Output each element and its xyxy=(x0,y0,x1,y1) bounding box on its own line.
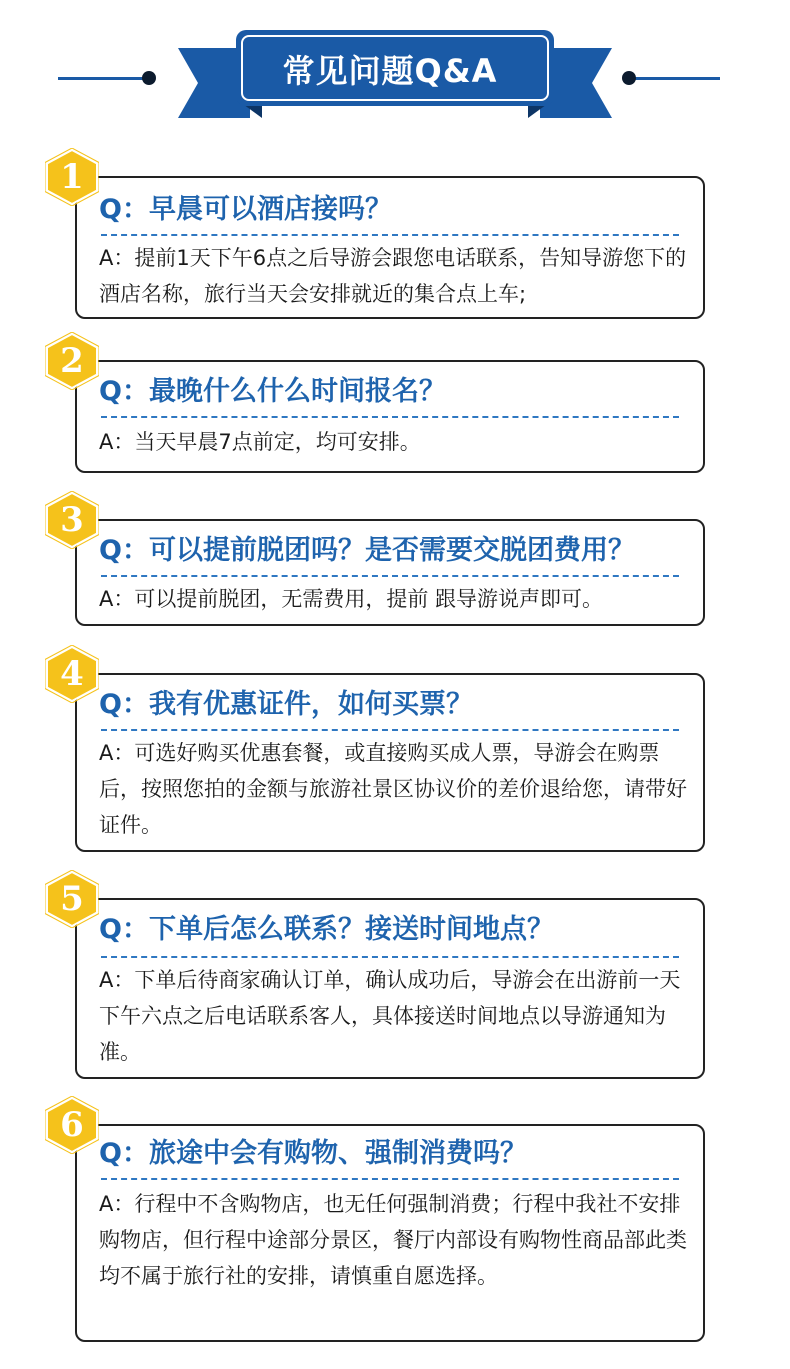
question-text: Q：下单后怎么联系？接送时间地点？ xyxy=(99,914,554,945)
badge-number: 2 xyxy=(60,341,84,381)
question-text: Q：早晨可以酒店接吗？ xyxy=(99,194,392,225)
dashed-divider xyxy=(101,575,679,577)
faq-card-4 xyxy=(60,654,705,852)
badge-number: 1 xyxy=(60,157,84,197)
answer-text: A：可以提前脱团，无需费用，提前 跟导游说声即可。 xyxy=(99,587,604,611)
question-text: Q：可以提前脱团吗？是否需要交脱团费用？ xyxy=(99,535,635,566)
number-badge xyxy=(45,491,99,549)
question-text: Q：旅途中会有购物、强制消费吗？ xyxy=(99,1138,527,1169)
dashed-divider xyxy=(101,234,679,236)
faq-card-3 xyxy=(60,500,705,626)
dashed-divider xyxy=(101,1178,679,1180)
answer-text: A：下单后待商家确认订单，确认成功后，导游会在出游前一天下午六点之后电话联系客人，具体接送时间地点以导游通知为准。 xyxy=(99,968,681,1064)
faq-card-2 xyxy=(60,341,705,473)
number-badge xyxy=(45,148,99,206)
number-badge xyxy=(45,870,99,928)
badge-number: 6 xyxy=(60,1105,84,1145)
faq-card-6 xyxy=(60,1105,705,1342)
answer-text: A：提前1天下午6点之后导游会跟您电话联系，告知导游您下的酒店名称，旅行当天会安排就近的集合点上车; xyxy=(99,246,687,306)
faq-card-1 xyxy=(60,157,705,319)
number-badge xyxy=(45,645,99,703)
dashed-divider xyxy=(101,729,679,731)
answer-text: A：可选好购买优惠套餐，或直接购买成人票，导游会在购票后，按照您拍的金额与旅游社景区协议价的差价退给您，请带好证件。 xyxy=(99,741,687,837)
number-badge xyxy=(45,1096,99,1154)
dashed-divider xyxy=(101,956,679,958)
number-badge xyxy=(45,332,99,390)
dashed-divider xyxy=(101,416,679,418)
faq-card-5 xyxy=(60,879,705,1079)
question-text: Q：我有优惠证件，如何买票？ xyxy=(99,689,473,720)
question-text: Q：最晚什么什么时间报名？ xyxy=(99,376,446,407)
answer-text: A：行程中不含购物店，也无任何强制消费；行程中我社不安排购物店，但行程中途部分景区，餐厅内部设有购物性商品部此类均不属于旅行社的安排，请慎重自愿选择。 xyxy=(99,1192,687,1288)
badge-number: 4 xyxy=(60,654,84,694)
badge-number: 5 xyxy=(60,879,84,919)
badge-number: 3 xyxy=(60,500,84,540)
header-banner xyxy=(0,0,790,150)
page-title: 常见问题Q&A xyxy=(282,52,498,90)
answer-text: A：当天早晨7点前定，均可安排。 xyxy=(99,430,421,454)
